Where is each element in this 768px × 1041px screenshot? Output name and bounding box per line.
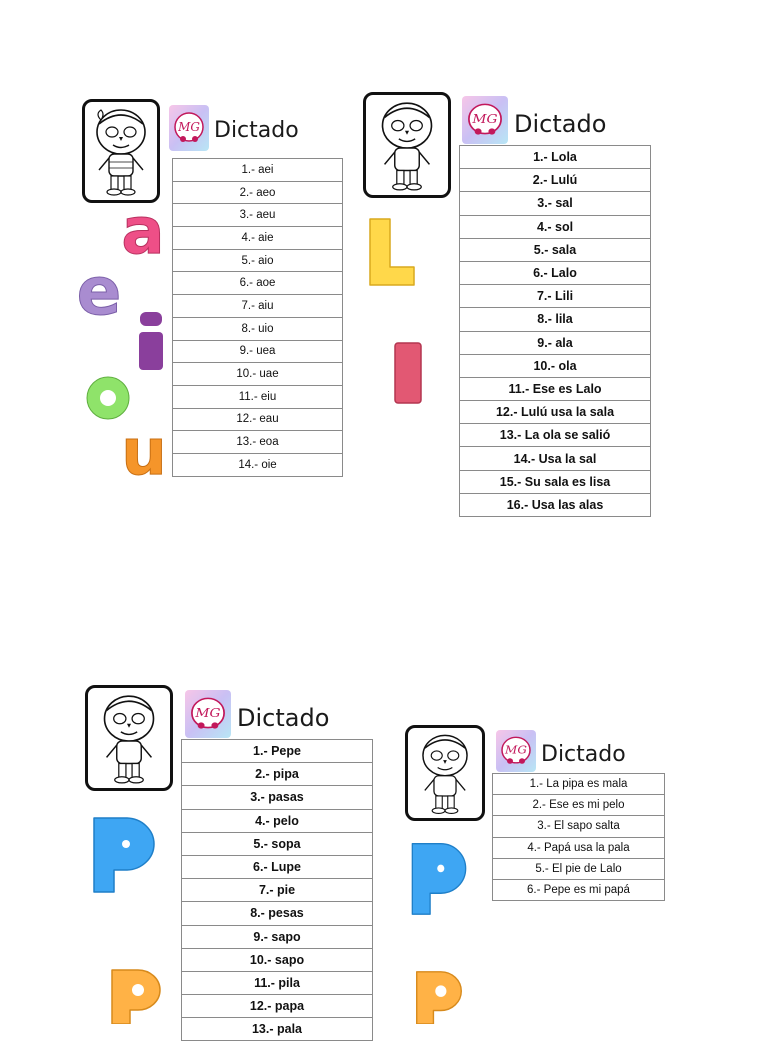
card-title: Dictado bbox=[237, 704, 330, 732]
table-row bbox=[460, 401, 651, 424]
table-row bbox=[460, 285, 651, 308]
table-row bbox=[460, 308, 651, 331]
word-item: 9.- sapo bbox=[182, 925, 373, 948]
table-row bbox=[460, 261, 651, 284]
word-item: 4.- aie bbox=[173, 227, 343, 250]
table-row bbox=[493, 879, 665, 900]
word-list-table bbox=[459, 145, 651, 517]
letter-e-icon bbox=[73, 268, 125, 320]
table-row bbox=[173, 385, 343, 408]
table-row bbox=[182, 995, 373, 1018]
word-item: 11.- eiu bbox=[173, 385, 343, 408]
letter-P-icon bbox=[407, 838, 471, 918]
table-row bbox=[182, 740, 373, 763]
svg-text:a: a bbox=[121, 209, 165, 259]
word-item: 11.- Ese es Lalo bbox=[460, 377, 651, 400]
word-item: 10.- uae bbox=[173, 363, 343, 386]
table-row bbox=[182, 763, 373, 786]
table-row bbox=[182, 948, 373, 971]
table-row bbox=[460, 331, 651, 354]
card-title: Dictado bbox=[541, 742, 626, 767]
table-row bbox=[182, 809, 373, 832]
word-item: 14.- Usa la sal bbox=[460, 447, 651, 470]
card-title: Dictado bbox=[214, 118, 299, 143]
table-row bbox=[182, 1018, 373, 1041]
table-row bbox=[460, 215, 651, 238]
mg-logo-icon bbox=[185, 690, 231, 738]
table-row bbox=[460, 192, 651, 215]
letter-L-icon bbox=[364, 215, 420, 289]
table-row bbox=[460, 424, 651, 447]
table-row bbox=[182, 879, 373, 902]
svg-text:e: e bbox=[76, 268, 122, 320]
word-item: 7.- aiu bbox=[173, 295, 343, 318]
table-row bbox=[173, 363, 343, 386]
word-list-table bbox=[181, 739, 373, 1041]
word-item: 12.- eau bbox=[173, 408, 343, 431]
table-row bbox=[460, 470, 651, 493]
table-row bbox=[460, 377, 651, 400]
letter-p-icon bbox=[108, 964, 164, 1024]
letter-i-icon bbox=[134, 310, 168, 372]
letter-a-icon bbox=[117, 209, 169, 259]
word-item: 1.- aei bbox=[173, 159, 343, 182]
word-item: 8.- pesas bbox=[182, 902, 373, 925]
table-row bbox=[182, 832, 373, 855]
table-row bbox=[173, 227, 343, 250]
word-item: 6.- Lalo bbox=[460, 261, 651, 284]
word-item: 12.- Lulú usa la sala bbox=[460, 401, 651, 424]
table-row bbox=[173, 453, 343, 476]
word-item: 10.- ola bbox=[460, 354, 651, 377]
word-item: 6.- Pepe es mi papá bbox=[493, 879, 665, 900]
letter-u-icon bbox=[119, 430, 169, 480]
word-item: 2.- Lulú bbox=[460, 169, 651, 192]
table-row bbox=[173, 204, 343, 227]
word-item: 3.- aeu bbox=[173, 204, 343, 227]
letter-P-icon bbox=[88, 812, 160, 896]
word-item: 1.- Pepe bbox=[182, 740, 373, 763]
word-item: 14.- oie bbox=[173, 453, 343, 476]
table-row bbox=[460, 238, 651, 261]
table-row bbox=[493, 858, 665, 879]
table-row bbox=[182, 855, 373, 878]
table-row bbox=[173, 431, 343, 454]
word-item: 1.- La pipa es mala bbox=[493, 774, 665, 795]
word-item: 3.- pasas bbox=[182, 786, 373, 809]
svg-text:MG: MG bbox=[195, 706, 221, 721]
doll-illustration-icon bbox=[405, 725, 485, 821]
letter-o-icon bbox=[83, 373, 133, 423]
table-row bbox=[173, 317, 343, 340]
table-row bbox=[460, 493, 651, 516]
svg-text:u: u bbox=[121, 430, 167, 480]
table-row bbox=[182, 925, 373, 948]
table-row bbox=[460, 169, 651, 192]
table-row bbox=[182, 786, 373, 809]
doll-illustration-icon bbox=[85, 685, 173, 791]
word-item: 13.- La ola se salió bbox=[460, 424, 651, 447]
word-item: 4.- sol bbox=[460, 215, 651, 238]
letter-l-icon bbox=[392, 340, 424, 406]
mg-logo-icon bbox=[169, 105, 209, 151]
table-row bbox=[493, 816, 665, 837]
word-item: 6.- Lupe bbox=[182, 855, 373, 878]
word-item: 11.- pila bbox=[182, 971, 373, 994]
word-item: 9.- uea bbox=[173, 340, 343, 363]
word-item: 13.- pala bbox=[182, 1018, 373, 1041]
word-item: 4.- pelo bbox=[182, 809, 373, 832]
word-item: 15.- Su sala es lisa bbox=[460, 470, 651, 493]
table-row bbox=[460, 146, 651, 169]
table-row bbox=[182, 971, 373, 994]
word-item: 8.- lila bbox=[460, 308, 651, 331]
word-item: 7.- pie bbox=[182, 879, 373, 902]
table-row bbox=[173, 159, 343, 182]
table-row bbox=[493, 795, 665, 816]
word-item: 4.- Papá usa la pala bbox=[493, 837, 665, 858]
word-item: 5.- aio bbox=[173, 249, 343, 272]
word-item: 2.- aeo bbox=[173, 181, 343, 204]
word-item: 2.- Ese es mi pelo bbox=[493, 795, 665, 816]
word-item: 12.- papa bbox=[182, 995, 373, 1018]
table-row bbox=[173, 249, 343, 272]
table-row bbox=[173, 295, 343, 318]
table-row bbox=[460, 354, 651, 377]
word-list-table bbox=[492, 773, 665, 901]
word-item: 3.- El sapo salta bbox=[493, 816, 665, 837]
table-row bbox=[493, 837, 665, 858]
table-row bbox=[493, 774, 665, 795]
card-title: Dictado bbox=[514, 110, 607, 138]
word-item: 10.- sapo bbox=[182, 948, 373, 971]
svg-text:MG: MG bbox=[505, 743, 527, 757]
table-row bbox=[182, 902, 373, 925]
word-item: 8.- uio bbox=[173, 317, 343, 340]
table-row bbox=[173, 340, 343, 363]
table-row bbox=[173, 408, 343, 431]
mg-logo-icon bbox=[496, 730, 536, 772]
table-row bbox=[173, 181, 343, 204]
letter-p-icon bbox=[413, 966, 465, 1024]
word-item: 5.- El pie de Lalo bbox=[493, 858, 665, 879]
word-item: 3.- sal bbox=[460, 192, 651, 215]
word-item: 5.- sala bbox=[460, 238, 651, 261]
doll-illustration-icon bbox=[82, 99, 160, 203]
doll-illustration-icon bbox=[363, 92, 451, 198]
word-item: 13.- eoa bbox=[173, 431, 343, 454]
word-item: 1.- Lola bbox=[460, 146, 651, 169]
word-list-table bbox=[172, 158, 343, 477]
table-row bbox=[173, 272, 343, 295]
svg-text:MG: MG bbox=[178, 120, 200, 134]
word-item: 5.- sopa bbox=[182, 832, 373, 855]
word-item: 16.- Usa las alas bbox=[460, 493, 651, 516]
word-item: 7.- Lili bbox=[460, 285, 651, 308]
mg-logo-icon bbox=[462, 96, 508, 144]
word-item: 2.- pipa bbox=[182, 763, 373, 786]
table-row bbox=[460, 447, 651, 470]
word-item: 6.- aoe bbox=[173, 272, 343, 295]
svg-text:MG: MG bbox=[472, 112, 498, 127]
word-item: 9.- ala bbox=[460, 331, 651, 354]
